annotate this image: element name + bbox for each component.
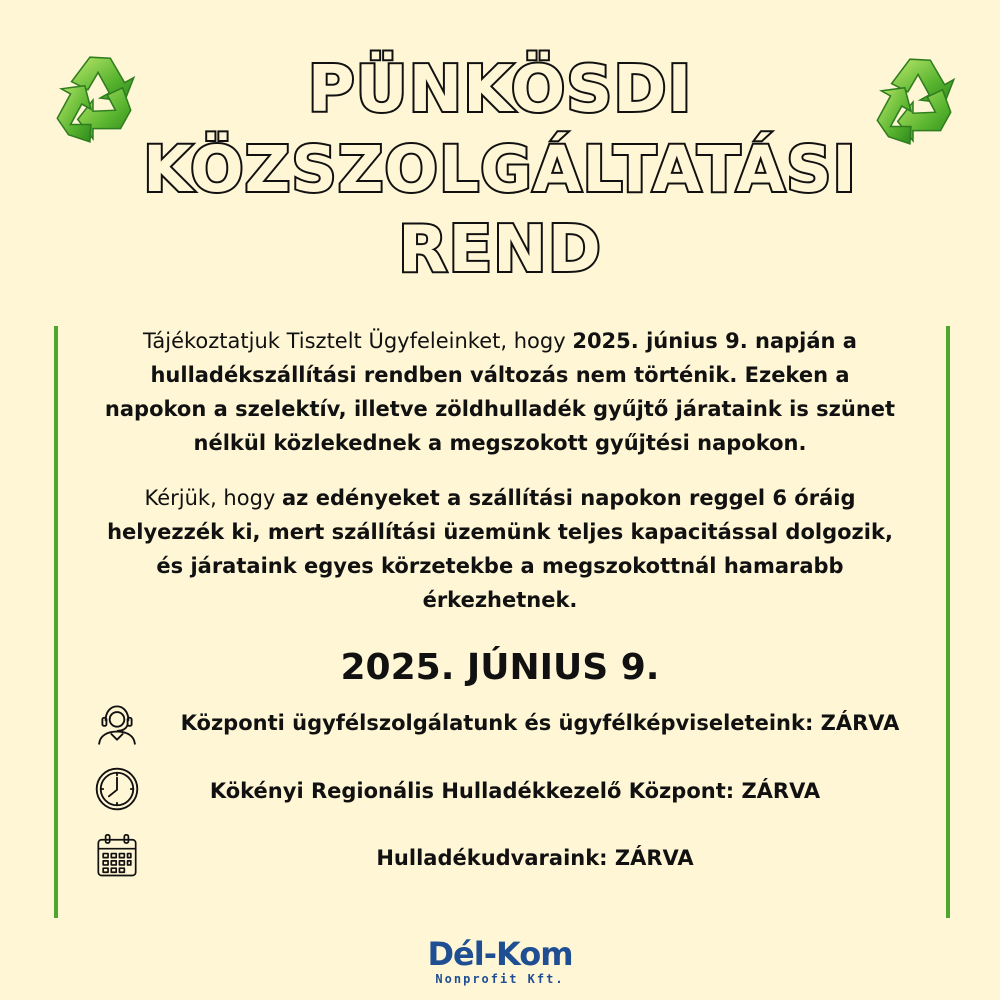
info-row-waste-center — [0, 763, 1000, 823]
company-logo — [420, 935, 580, 986]
notice-paragraph-emphasis: 2025. június 9. napján a hulladékszállítási rendben változás nem történik. Ezeken a napokon a szelektív, illetve zöldhulladék gyűjtő járataink is szünet nélkül közlekednek a megszokott gyűjtési napokon. — [104, 329, 896, 455]
poster-title-line-1: PÜNKÖSDI — [307, 53, 693, 127]
notice-paragraph-intro: Tájékoztatjuk Tisztelt Ügyfeleinket, hogy — [143, 329, 573, 353]
poster-title-line-3: REND — [398, 213, 602, 287]
instruction-paragraph-emphasis: az edényeket a szállítási napokon reggel 6 óráig helyezzék ki, mert szállítási üzemünk teljes kapacitással dolgozik, és járataink egyes körzetekbe a megszokottnál hamarabb érkezhetnek. — [107, 486, 893, 612]
waste-center-status: Kökényi Regionális Hulladékkezelő Központ: ZÁRVA — [209, 779, 821, 803]
instruction-paragraph-intro: Kérjük, hogy — [144, 486, 283, 510]
customer-service-status: Központi ügyfélszolgálatunk és ügyfélképviseleteink: ZÁRVA — [180, 711, 900, 735]
poster-title-line-2: KÖZSZOLGÁLTATÁSI — [143, 133, 857, 206]
info-row-recycling-yards — [0, 830, 1000, 890]
company-logo-main: Dél-Kom — [427, 935, 573, 973]
recycling-yards-status: Hulladékudvaraink: ZÁRVA — [376, 846, 694, 870]
calendar-icon — [90, 830, 144, 882]
notice-paragraph — [104, 324, 896, 460]
date-heading: 2025. JÚNIUS 9. — [340, 647, 660, 688]
company-logo-subtitle: Nonprofit Kft. — [435, 972, 565, 986]
info-row-customer-service — [0, 695, 1000, 755]
instruction-paragraph — [104, 481, 896, 617]
